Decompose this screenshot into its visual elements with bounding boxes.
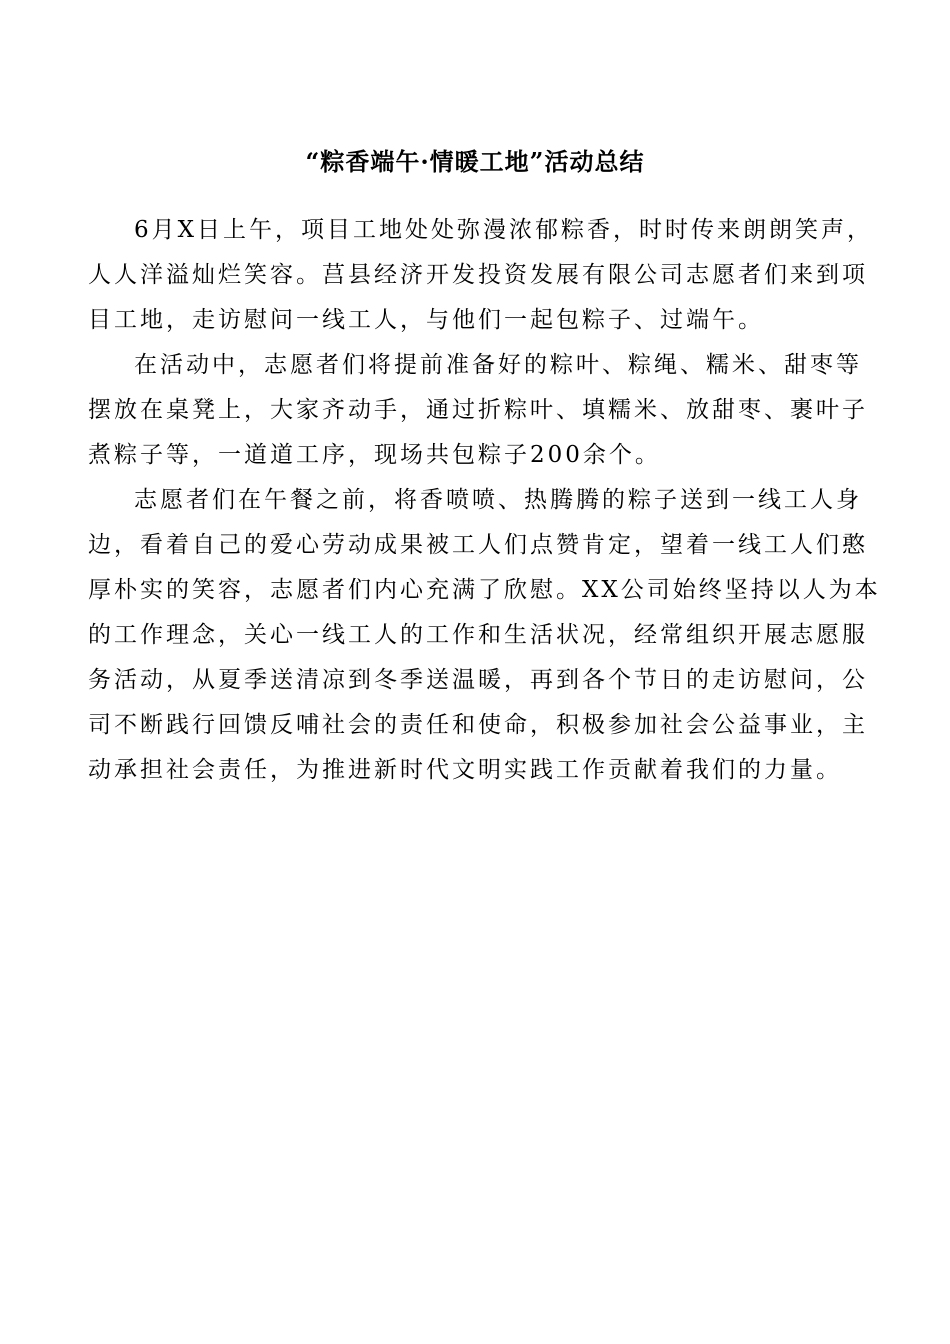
paragraph-2 xyxy=(88,343,868,478)
paragraph-line: 志愿者们在午餐之前，将香喷喷、热腾腾的粽子送到一线工人身 xyxy=(134,487,862,513)
paragraph-line: 司不断践行回馈反哺社会的责任和使命，积极参加社会公益事业，主 xyxy=(88,712,868,738)
paragraph-3 xyxy=(88,478,881,793)
paragraph-line: 6月X日上午，项目工地处处弥漫浓郁粽香，时时传来朗朗笑声， xyxy=(134,217,874,243)
paragraph-line: 的工作理念，关心一线工人的工作和生活状况，经常组织开展志愿服 xyxy=(88,622,868,648)
paragraph-line: 摆放在桌凳上，大家齐动手，通过折粽叶、填糯米、放甜枣、裹叶子 xyxy=(88,397,868,423)
paragraph-line: 动承担社会责任，为推进新时代文明实践工作贡献着我们的力量。 xyxy=(88,757,842,783)
paragraph-line: 人人洋溢灿烂笑容。莒县经济开发投资发展有限公司志愿者们来到项 xyxy=(88,262,868,288)
paragraph-line: 目工地，走访慰问一线工人，与他们一起包粽子、过端午。 xyxy=(88,307,764,333)
paragraph-line: 厚朴实的笑容，志愿者们内心充满了欣慰。XX公司始终坚持以人为本 xyxy=(88,577,881,603)
paragraph-1 xyxy=(88,208,874,343)
paragraph-line: 煮粽子等，一道道工序，现场共包粽子200余个。 xyxy=(88,442,661,468)
document-body xyxy=(88,208,881,793)
paragraph-line: 在活动中，志愿者们将提前准备好的粽叶、粽绳、糯米、甜枣等 xyxy=(134,352,862,378)
document-title: “粽香端午·情暖工地”活动总结 xyxy=(305,147,645,176)
paragraph-line: 边，看着自己的爱心劳动成果被工人们点赞肯定，望着一线工人们憨 xyxy=(88,532,868,558)
paragraph-line: 务活动，从夏季送清凉到冬季送温暖，再到各个节日的走访慰问，公 xyxy=(88,667,868,693)
